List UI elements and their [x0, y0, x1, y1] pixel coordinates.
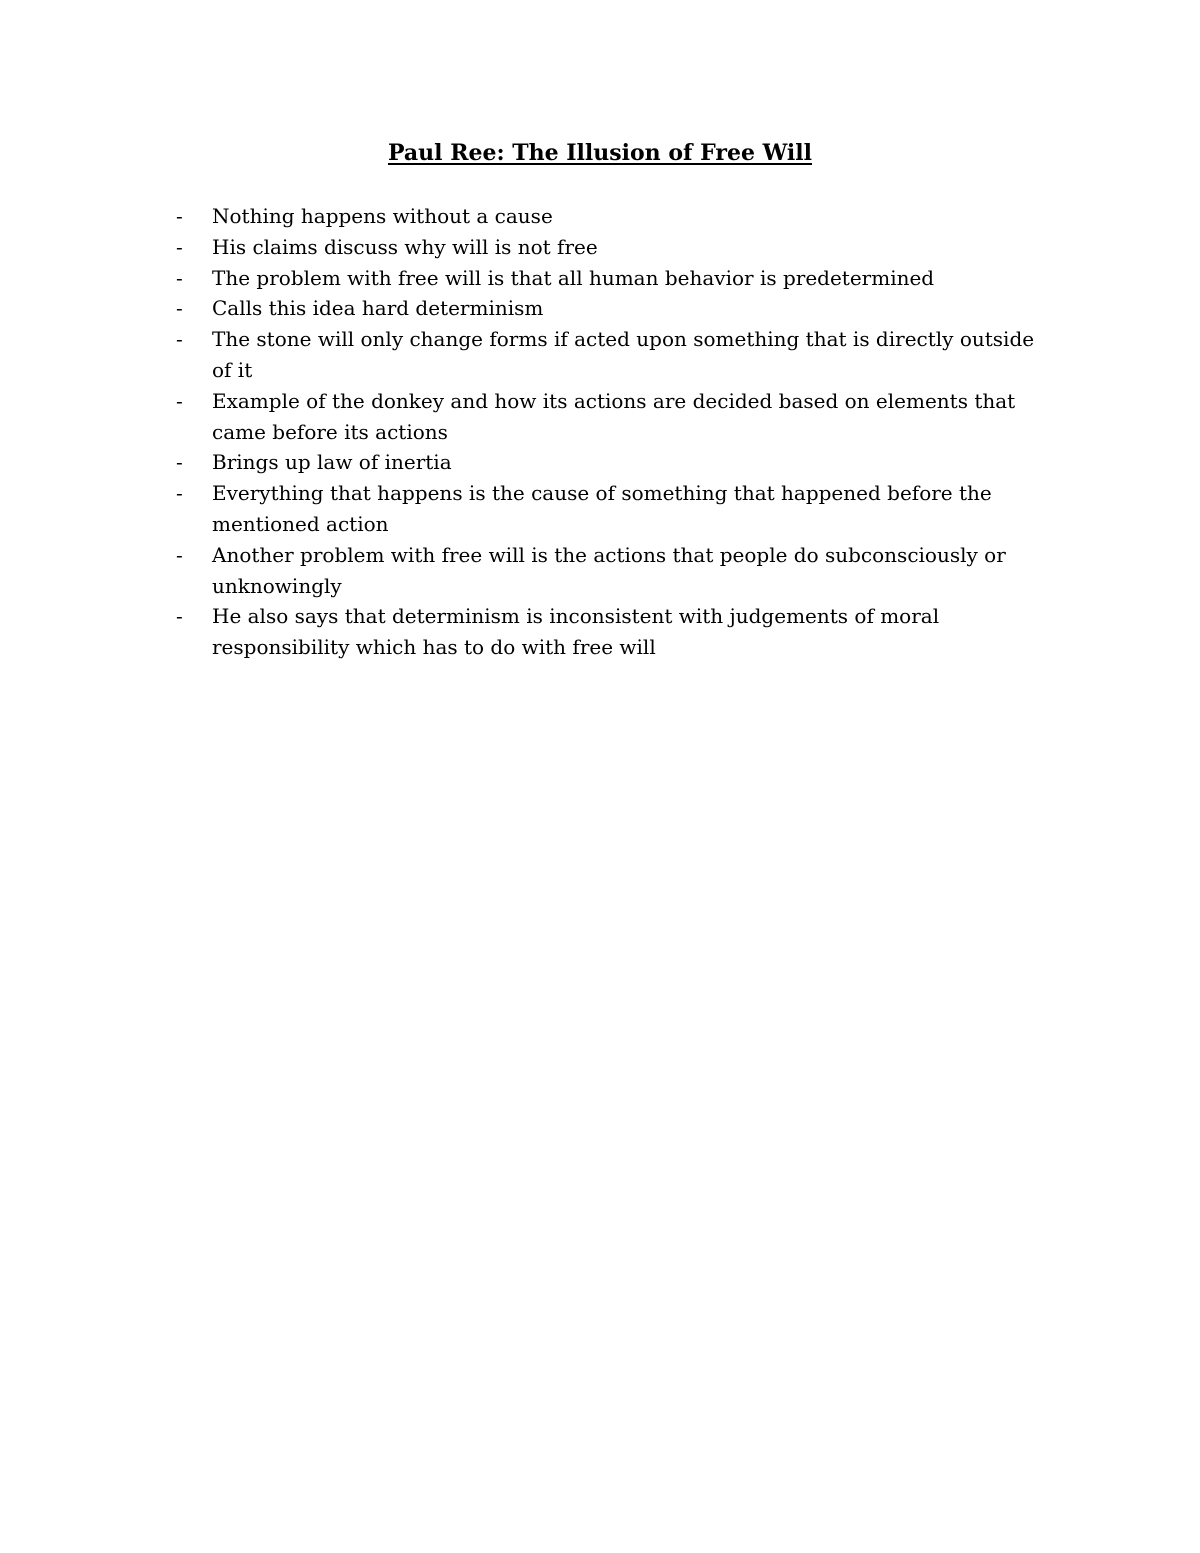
- list-item-text: Brings up law of inertia: [212, 450, 452, 475]
- page-title-text: Paul Ree: The Illusion of Free Will: [387, 140, 813, 166]
- list-item-text: His claims discuss why will is not free: [212, 234, 598, 259]
- dash-marker: -: [176, 604, 183, 629]
- list-item: [176, 263, 1056, 294]
- dash-marker: -: [176, 204, 183, 228]
- dash-marker: -: [176, 265, 183, 290]
- list-item-text: Nothing happens without a cause: [212, 204, 553, 228]
- list-item: [176, 201, 1056, 232]
- list-item-text: The problem with free will is that all human behavior is predetermined: [212, 265, 935, 290]
- list-item: [176, 293, 1056, 324]
- dash-marker: -: [176, 542, 183, 567]
- bullet-list: [176, 201, 1056, 663]
- list-item: [176, 324, 1056, 386]
- list-item-text: Everything that happens is the cause of something that happened before the mentioned action: [212, 481, 992, 536]
- list-item: [176, 447, 1056, 478]
- dash-marker: -: [176, 450, 183, 475]
- dash-marker: -: [176, 296, 183, 321]
- dash-marker: -: [176, 388, 183, 413]
- list-item-text: Another problem with free will is the actions that people do subconsciously or unknowingly: [212, 542, 1006, 598]
- list-item-text: Example of the donkey and how its actions are decided based on elements that came before its actions: [212, 388, 1016, 444]
- dash-marker: -: [176, 481, 183, 506]
- list-item: [176, 386, 1056, 448]
- list-item: [176, 478, 1056, 540]
- list-item-text: He also says that determinism is inconsistent with judgements of moral responsibility which has to do with free will: [212, 604, 940, 660]
- list-item: [176, 601, 1056, 663]
- dash-marker: -: [176, 234, 183, 259]
- list-item-text: Calls this idea hard determinism: [212, 296, 544, 321]
- list-item: [176, 540, 1056, 602]
- list-item-text: The stone will only change forms if acted upon something that is directly outside of it: [212, 327, 1035, 382]
- dash-marker: -: [176, 327, 183, 352]
- page-title: [0, 137, 1200, 169]
- list-item: [176, 232, 1056, 263]
